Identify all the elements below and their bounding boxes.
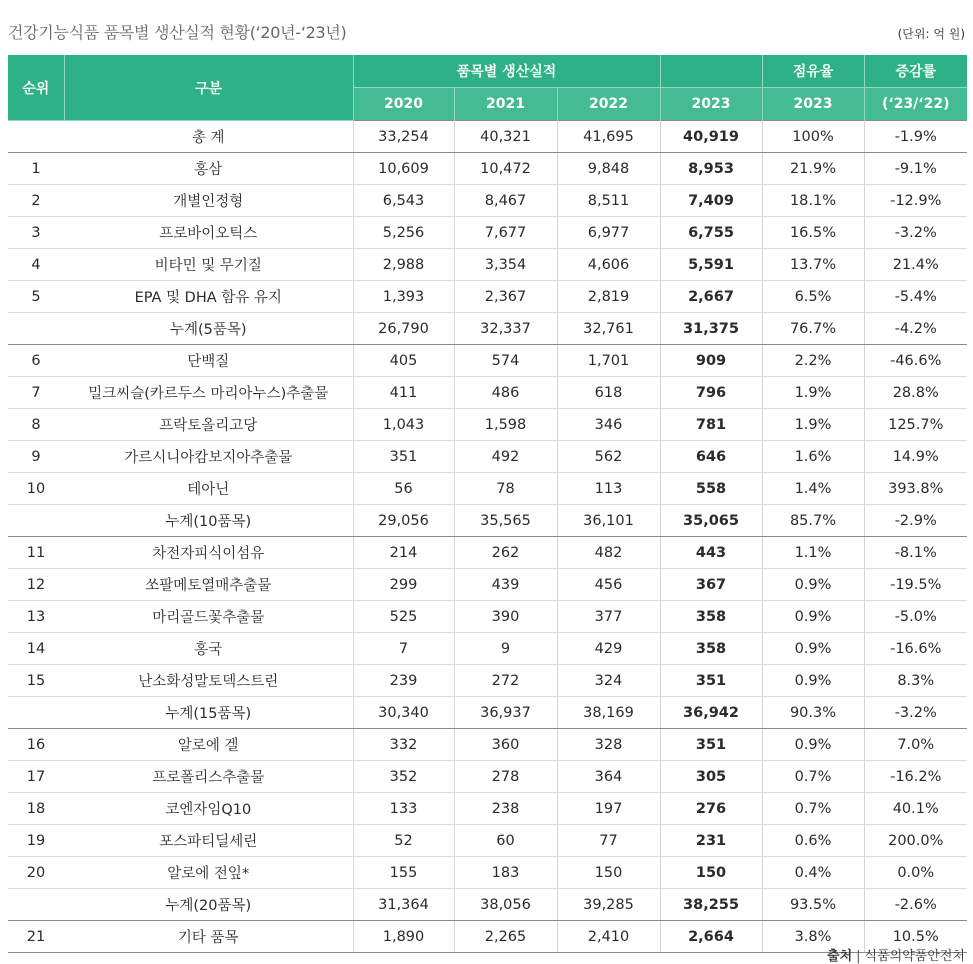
table-row	[8, 217, 967, 249]
cell-name: 홍삼	[64, 153, 353, 185]
table-row	[8, 153, 967, 185]
cell-rank	[8, 313, 64, 345]
cell-share: 0.6%	[762, 825, 864, 857]
cell-2022: 429	[557, 633, 660, 665]
cell-2020: 26,790	[353, 313, 454, 345]
table-row	[8, 825, 967, 857]
table-row	[8, 313, 967, 345]
cell-2021: 1,598	[454, 409, 557, 441]
cell-2023: 305	[660, 761, 762, 793]
header-year-2022: 2022	[557, 88, 660, 121]
cell-2023: 796	[660, 377, 762, 409]
cell-name: 홍국	[64, 633, 353, 665]
cell-2023: 558	[660, 473, 762, 505]
cell-growth: -5.0%	[864, 601, 967, 633]
cell-growth: -3.2%	[864, 697, 967, 729]
cell-growth: 200.0%	[864, 825, 967, 857]
cell-rank: 10	[8, 473, 64, 505]
table-row	[8, 857, 967, 889]
cell-growth: -3.2%	[864, 217, 967, 249]
cell-2020: 1,890	[353, 921, 454, 953]
cell-2023: 276	[660, 793, 762, 825]
cell-name: 밀크씨슬(카르두스 마리아누스)추출물	[64, 377, 353, 409]
cell-share: 3.8%	[762, 921, 864, 953]
cell-2020: 525	[353, 601, 454, 633]
cell-2021: 10,472	[454, 153, 557, 185]
cell-2021: 78	[454, 473, 557, 505]
header-share-year: 2023	[762, 88, 864, 121]
cell-name: 테아닌	[64, 473, 353, 505]
cell-rank: 16	[8, 729, 64, 761]
cell-2021: 3,354	[454, 249, 557, 281]
cell-rank: 9	[8, 441, 64, 473]
cell-2020: 52	[353, 825, 454, 857]
cell-share: 90.3%	[762, 697, 864, 729]
cell-2023: 36,942	[660, 697, 762, 729]
cell-2020: 352	[353, 761, 454, 793]
cell-growth: -16.6%	[864, 633, 967, 665]
cell-name: 단백질	[64, 345, 353, 377]
cell-2021: 360	[454, 729, 557, 761]
cell-2022: 36,101	[557, 505, 660, 537]
cell-2023: 31,375	[660, 313, 762, 345]
cell-growth: 14.9%	[864, 441, 967, 473]
cell-2023: 781	[660, 409, 762, 441]
cell-2020: 5,256	[353, 217, 454, 249]
cell-name: 총 계	[64, 121, 353, 153]
table-row	[8, 889, 967, 921]
cell-rank	[8, 697, 64, 729]
cell-name: 코엔자임Q10	[64, 793, 353, 825]
table-row	[8, 921, 967, 953]
table-row	[8, 441, 967, 473]
table-row	[8, 377, 967, 409]
cell-2020: 155	[353, 857, 454, 889]
cell-rank: 14	[8, 633, 64, 665]
cell-name: 차전자피식이섬유	[64, 537, 353, 569]
header-row-1	[8, 55, 967, 88]
table-row	[8, 249, 967, 281]
table-row	[8, 761, 967, 793]
table-row	[8, 665, 967, 697]
cell-rank: 2	[8, 185, 64, 217]
cell-share: 0.4%	[762, 857, 864, 889]
table-row	[8, 121, 967, 153]
cell-2020: 214	[353, 537, 454, 569]
cell-2023: 5,591	[660, 249, 762, 281]
cell-2023: 40,919	[660, 121, 762, 153]
cell-2021: 40,321	[454, 121, 557, 153]
cell-2023: 351	[660, 729, 762, 761]
header-year-2021: 2021	[454, 88, 557, 121]
cell-name: 기타 품목	[64, 921, 353, 953]
cell-2022: 77	[557, 825, 660, 857]
cell-2022: 377	[557, 601, 660, 633]
unit-label: (단위: 억 원)	[897, 27, 965, 41]
cell-2020: 239	[353, 665, 454, 697]
cell-2022: 618	[557, 377, 660, 409]
cell-name: 누계(10품목)	[64, 505, 353, 537]
cell-2022: 364	[557, 761, 660, 793]
cell-2023: 35,065	[660, 505, 762, 537]
cell-share: 0.9%	[762, 729, 864, 761]
cell-2020: 2,988	[353, 249, 454, 281]
cell-2023: 2,667	[660, 281, 762, 313]
cell-share: 21.9%	[762, 153, 864, 185]
cell-rank	[8, 505, 64, 537]
cell-share: 0.9%	[762, 569, 864, 601]
cell-rank: 17	[8, 761, 64, 793]
cell-name: 쏘팔메토열매추출물	[64, 569, 353, 601]
cell-growth: -8.1%	[864, 537, 967, 569]
cell-2020: 10,609	[353, 153, 454, 185]
cell-growth: -1.9%	[864, 121, 967, 153]
cell-rank: 21	[8, 921, 64, 953]
cell-share: 100%	[762, 121, 864, 153]
cell-name: 프로바이오틱스	[64, 217, 353, 249]
cell-2023: 8,953	[660, 153, 762, 185]
cell-2022: 113	[557, 473, 660, 505]
cell-name: 프락토올리고당	[64, 409, 353, 441]
cell-share: 0.9%	[762, 601, 864, 633]
cell-2021: 262	[454, 537, 557, 569]
cell-name: 알로에 전잎*	[64, 857, 353, 889]
cell-2023: 646	[660, 441, 762, 473]
cell-2020: 299	[353, 569, 454, 601]
cell-name: 가르시니아캄보지아추출물	[64, 441, 353, 473]
cell-share: 85.7%	[762, 505, 864, 537]
table-row	[8, 697, 967, 729]
cell-share: 18.1%	[762, 185, 864, 217]
cell-share: 1.4%	[762, 473, 864, 505]
cell-rank: 8	[8, 409, 64, 441]
cell-2022: 562	[557, 441, 660, 473]
cell-rank: 1	[8, 153, 64, 185]
cell-2023: 7,409	[660, 185, 762, 217]
cell-2020: 31,364	[353, 889, 454, 921]
cell-2020: 7	[353, 633, 454, 665]
source-note	[827, 945, 965, 964]
table-row	[8, 505, 967, 537]
cell-share: 6.5%	[762, 281, 864, 313]
cell-share: 13.7%	[762, 249, 864, 281]
table-row	[8, 185, 967, 217]
cell-2021: 390	[454, 601, 557, 633]
header-blank	[660, 55, 762, 88]
cell-2022: 39,285	[557, 889, 660, 921]
cell-2020: 30,340	[353, 697, 454, 729]
cell-rank: 7	[8, 377, 64, 409]
cell-name: 알로에 겔	[64, 729, 353, 761]
header-year-2023: 2023	[660, 88, 762, 121]
cell-2021: 7,677	[454, 217, 557, 249]
cell-name: EPA 및 DHA 함유 유지	[64, 281, 353, 313]
cell-growth: 7.0%	[864, 729, 967, 761]
cell-2020: 29,056	[353, 505, 454, 537]
cell-2022: 9,848	[557, 153, 660, 185]
table-row	[8, 281, 967, 313]
cell-growth: -19.5%	[864, 569, 967, 601]
cell-2021: 2,265	[454, 921, 557, 953]
cell-2021: 60	[454, 825, 557, 857]
cell-name: 누계(20품목)	[64, 889, 353, 921]
cell-share: 0.7%	[762, 793, 864, 825]
cell-2021: 238	[454, 793, 557, 825]
cell-2022: 4,606	[557, 249, 660, 281]
cell-growth: -5.4%	[864, 281, 967, 313]
cell-2020: 411	[353, 377, 454, 409]
cell-2022: 328	[557, 729, 660, 761]
cell-growth: 28.8%	[864, 377, 967, 409]
cell-growth: -12.9%	[864, 185, 967, 217]
cell-share: 1.6%	[762, 441, 864, 473]
cell-2022: 8,511	[557, 185, 660, 217]
cell-rank: 11	[8, 537, 64, 569]
cell-rank: 13	[8, 601, 64, 633]
cell-2023: 2,664	[660, 921, 762, 953]
cell-2020: 332	[353, 729, 454, 761]
cell-growth: -4.2%	[864, 313, 967, 345]
cell-2023: 367	[660, 569, 762, 601]
cell-2021: 9	[454, 633, 557, 665]
cell-name: 누계(15품목)	[64, 697, 353, 729]
cell-rank: 5	[8, 281, 64, 313]
cell-2023: 443	[660, 537, 762, 569]
table-row	[8, 409, 967, 441]
cell-share: 1.1%	[762, 537, 864, 569]
table-title: 건강기능식품 품목별 생산실적 현황(‘20년-‘23년)	[8, 23, 347, 42]
cell-growth: -46.6%	[864, 345, 967, 377]
header-share: 점유율	[762, 55, 864, 88]
cell-2022: 150	[557, 857, 660, 889]
cell-2022: 456	[557, 569, 660, 601]
cell-rank: 3	[8, 217, 64, 249]
cell-share: 0.9%	[762, 633, 864, 665]
cell-growth: -2.9%	[864, 505, 967, 537]
cell-2023: 150	[660, 857, 762, 889]
cell-2022: 38,169	[557, 697, 660, 729]
table-row	[8, 345, 967, 377]
source-label: 출처	[827, 949, 853, 964]
cell-2020: 351	[353, 441, 454, 473]
production-table	[8, 55, 967, 953]
cell-rank: 12	[8, 569, 64, 601]
cell-name: 개별인정형	[64, 185, 353, 217]
cell-2020: 56	[353, 473, 454, 505]
cell-name: 난소화성말토덱스트린	[64, 665, 353, 697]
cell-growth: 0.0%	[864, 857, 967, 889]
cell-2021: 574	[454, 345, 557, 377]
header-growth-sub: (‘23/‘22)	[864, 88, 967, 121]
table-row	[8, 601, 967, 633]
cell-2021: 36,937	[454, 697, 557, 729]
cell-growth: -2.6%	[864, 889, 967, 921]
cell-2021: 38,056	[454, 889, 557, 921]
cell-share: 0.7%	[762, 761, 864, 793]
source-separator: |	[856, 949, 861, 964]
cell-share: 93.5%	[762, 889, 864, 921]
cell-2021: 439	[454, 569, 557, 601]
header-category: 구분	[64, 55, 353, 121]
cell-2022: 346	[557, 409, 660, 441]
cell-share: 16.5%	[762, 217, 864, 249]
cell-2023: 909	[660, 345, 762, 377]
cell-2023: 231	[660, 825, 762, 857]
cell-name: 마리골드꽃추출물	[64, 601, 353, 633]
cell-2021: 486	[454, 377, 557, 409]
header-production-group: 품목별 생산실적	[353, 55, 660, 88]
cell-2021: 183	[454, 857, 557, 889]
cell-2020: 33,254	[353, 121, 454, 153]
cell-growth: 10.5%	[864, 921, 967, 953]
cell-2021: 272	[454, 665, 557, 697]
cell-name: 포스파티딜세린	[64, 825, 353, 857]
cell-2020: 1,043	[353, 409, 454, 441]
cell-rank	[8, 889, 64, 921]
header-rank: 순위	[8, 55, 64, 121]
cell-2021: 8,467	[454, 185, 557, 217]
cell-2021: 2,367	[454, 281, 557, 313]
cell-rank: 4	[8, 249, 64, 281]
cell-2022: 324	[557, 665, 660, 697]
source-value: 식품의약품안전처	[864, 949, 965, 964]
header-year-2020: 2020	[353, 88, 454, 121]
cell-name: 프로폴리스추출물	[64, 761, 353, 793]
cell-growth: 393.8%	[864, 473, 967, 505]
cell-share: 76.7%	[762, 313, 864, 345]
cell-2022: 32,761	[557, 313, 660, 345]
table-row	[8, 473, 967, 505]
cell-2022: 1,701	[557, 345, 660, 377]
cell-2020: 1,393	[353, 281, 454, 313]
cell-2022: 197	[557, 793, 660, 825]
cell-rank: 19	[8, 825, 64, 857]
table-row	[8, 569, 967, 601]
cell-2023: 6,755	[660, 217, 762, 249]
cell-2021: 35,565	[454, 505, 557, 537]
cell-2023: 358	[660, 601, 762, 633]
cell-2022: 6,977	[557, 217, 660, 249]
cell-growth: 8.3%	[864, 665, 967, 697]
cell-growth: 21.4%	[864, 249, 967, 281]
cell-rank: 18	[8, 793, 64, 825]
cell-2021: 32,337	[454, 313, 557, 345]
cell-2020: 405	[353, 345, 454, 377]
cell-2022: 482	[557, 537, 660, 569]
table-row	[8, 537, 967, 569]
cell-rank	[8, 121, 64, 153]
cell-name: 누계(5품목)	[64, 313, 353, 345]
table-row	[8, 793, 967, 825]
cell-2020: 6,543	[353, 185, 454, 217]
header-growth: 증감률	[864, 55, 967, 88]
cell-share: 1.9%	[762, 377, 864, 409]
cell-growth: 40.1%	[864, 793, 967, 825]
cell-2022: 41,695	[557, 121, 660, 153]
cell-growth: -9.1%	[864, 153, 967, 185]
cell-name: 비타민 및 무기질	[64, 249, 353, 281]
cell-share: 0.9%	[762, 665, 864, 697]
table-row	[8, 633, 967, 665]
cell-rank: 6	[8, 345, 64, 377]
cell-growth: 125.7%	[864, 409, 967, 441]
cell-2022: 2,819	[557, 281, 660, 313]
cell-share: 2.2%	[762, 345, 864, 377]
cell-2023: 38,255	[660, 889, 762, 921]
cell-rank: 15	[8, 665, 64, 697]
cell-2023: 351	[660, 665, 762, 697]
cell-rank: 20	[8, 857, 64, 889]
cell-2023: 358	[660, 633, 762, 665]
table-row	[8, 729, 967, 761]
cell-2022: 2,410	[557, 921, 660, 953]
cell-share: 1.9%	[762, 409, 864, 441]
cell-2021: 278	[454, 761, 557, 793]
cell-2020: 133	[353, 793, 454, 825]
cell-2021: 492	[454, 441, 557, 473]
cell-growth: -16.2%	[864, 761, 967, 793]
